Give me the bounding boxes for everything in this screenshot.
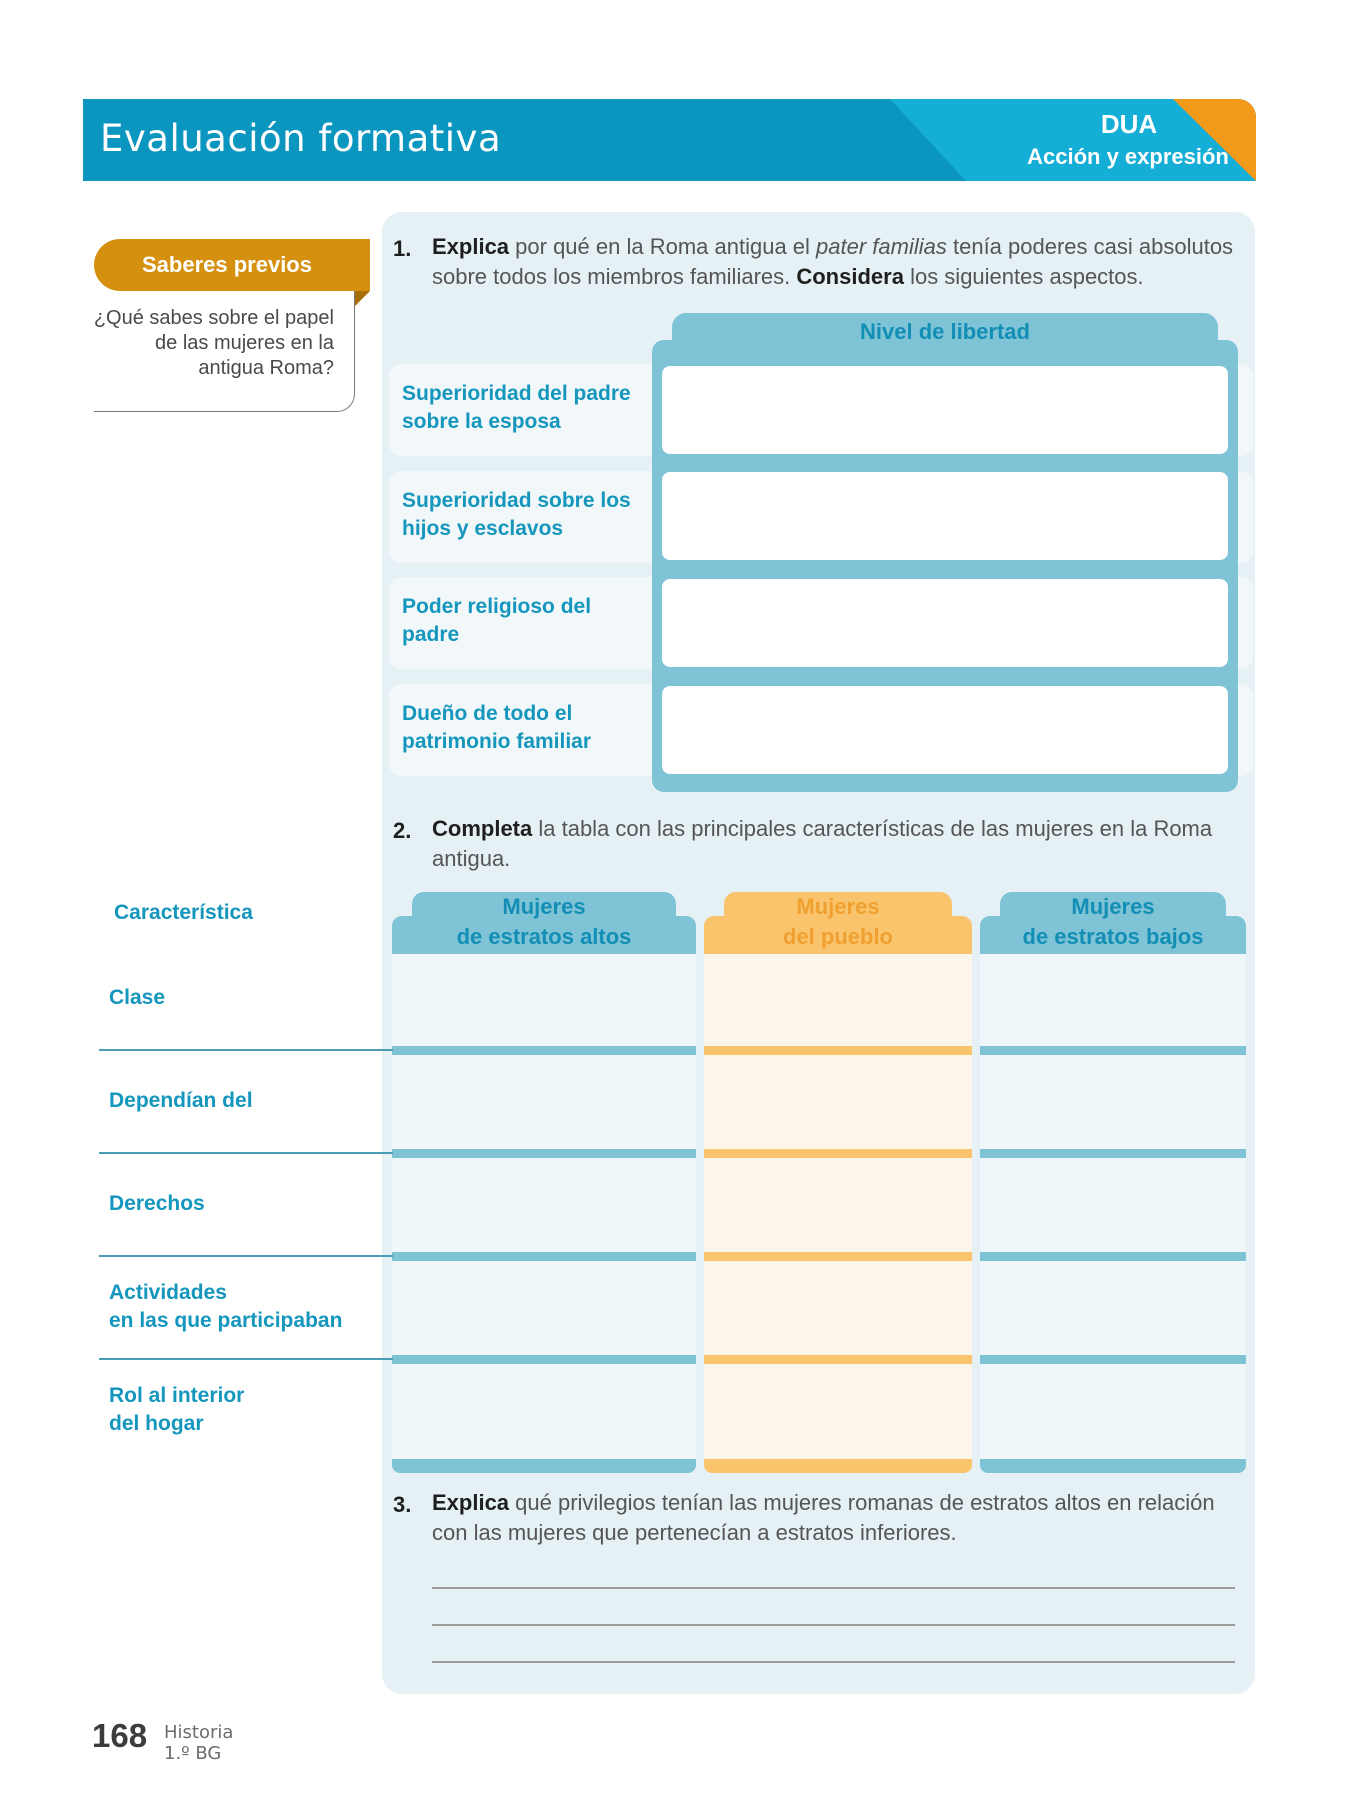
- row-guide-line: [99, 1255, 393, 1257]
- row-separator: [980, 1252, 1246, 1261]
- answer-line[interactable]: [432, 1661, 1235, 1663]
- activity-3-text: qué privilegios tenían las mujeres romanas de estratos altos en relación con las mujeres que pertenecían a estratos inferiores.: [432, 1490, 1215, 1545]
- column-footer: [980, 1459, 1246, 1473]
- dua-badge-title: DUA: [1100, 109, 1158, 139]
- row-separator: [980, 1149, 1246, 1158]
- row-separator: [704, 1149, 972, 1158]
- row-separator: [980, 1355, 1246, 1364]
- page-title: Evaluación formativa: [100, 117, 502, 160]
- column-body: [392, 954, 696, 1459]
- activity-1-verb: Explica: [432, 234, 510, 259]
- row-label-rol-hogar: Rol al interior del hogar: [109, 1384, 245, 1435]
- dua-badge-subtitle: Acción y expresión: [1027, 144, 1229, 169]
- footer-grade: 1.º BG: [164, 1743, 222, 1764]
- row-separator: [392, 1149, 696, 1158]
- answer-line[interactable]: [432, 1624, 1235, 1626]
- column-footer: [392, 1459, 696, 1473]
- saberes-previos-question: ¿Qué sabes sobre el papel de las mujeres en la antigua Roma?: [93, 307, 334, 379]
- activity-1-text-b: tenía poderes casi absolutos sobre todos los miembros familiares.: [432, 234, 1234, 289]
- activity-3-verb: Explica: [432, 1490, 510, 1515]
- saberes-previos-label: Saberes previos: [142, 252, 312, 277]
- activity-1-text-c: los siguientes aspectos.: [903, 264, 1144, 289]
- aspect-label: Dueño de todo el patrimonio familiar: [402, 702, 592, 753]
- footer-subject: [164, 1722, 233, 1764]
- answer-box[interactable]: [662, 366, 1228, 454]
- aspect-label: Poder religioso del padre: [402, 595, 592, 646]
- row-separator: [392, 1355, 696, 1364]
- activity-1-verb-2: Considera: [796, 264, 904, 289]
- column-body: [980, 954, 1246, 1459]
- row-label-derechos: Derechos: [109, 1192, 205, 1215]
- column-body: [704, 954, 972, 1459]
- row-label-actividades: Actividades en las que participaban: [109, 1281, 343, 1332]
- answer-box[interactable]: [662, 579, 1228, 667]
- libertad-column-header: Nivel de libertad: [672, 313, 1218, 349]
- row-separator: [704, 1355, 972, 1364]
- column-title-estratos-altos: Mujeres de estratos altos: [456, 894, 632, 949]
- row-separator: [392, 1252, 696, 1261]
- caracteristica-header: Característica: [114, 901, 253, 924]
- row-label-clase: Clase: [109, 986, 166, 1009]
- activity-2-number: 2.: [393, 818, 412, 843]
- activity-2-instructions: [432, 814, 1242, 874]
- answer-box[interactable]: [662, 686, 1228, 774]
- column-title-del-pueblo: Mujeres del pueblo: [783, 894, 893, 949]
- aspect-label: Superioridad sobre los hijos y esclavos: [402, 489, 631, 540]
- answer-line[interactable]: [432, 1587, 1235, 1589]
- activity-2-text: la tabla con las principales características de las mujeres en la Roma antigua.: [432, 816, 1213, 871]
- activity-2-verb: Completa: [432, 816, 533, 841]
- row-label-dependian: Dependían del: [109, 1089, 253, 1112]
- row-separator: [704, 1046, 972, 1055]
- row-guide-line: [99, 1358, 393, 1360]
- activity-3-number: 3.: [393, 1492, 412, 1517]
- activity-1-instructions: [432, 232, 1242, 292]
- saberes-fold-shape: [354, 291, 370, 307]
- activity-1-text-a: por qué en la Roma antigua el: [509, 234, 817, 259]
- aspect-label: Superioridad del padre sobre la esposa: [402, 382, 631, 433]
- saberes-previos-tab: [94, 239, 370, 291]
- activity-3-instructions: [432, 1488, 1242, 1548]
- row-guide-line: [99, 1049, 393, 1051]
- column-footer: [704, 1459, 972, 1473]
- column-title-estratos-bajos: Mujeres de estratos bajos: [1022, 894, 1204, 949]
- header-banner: [83, 99, 1256, 181]
- answer-box[interactable]: [662, 472, 1228, 560]
- row-separator: [704, 1252, 972, 1261]
- page-number: 168: [92, 1717, 148, 1754]
- row-separator: [392, 1046, 696, 1055]
- footer-subject-name: Historia: [164, 1722, 234, 1743]
- activity-1-italic-term: pater familias: [816, 234, 947, 259]
- row-guide-line: [99, 1152, 393, 1154]
- activity-1-number: 1.: [393, 236, 412, 261]
- row-separator: [980, 1046, 1246, 1055]
